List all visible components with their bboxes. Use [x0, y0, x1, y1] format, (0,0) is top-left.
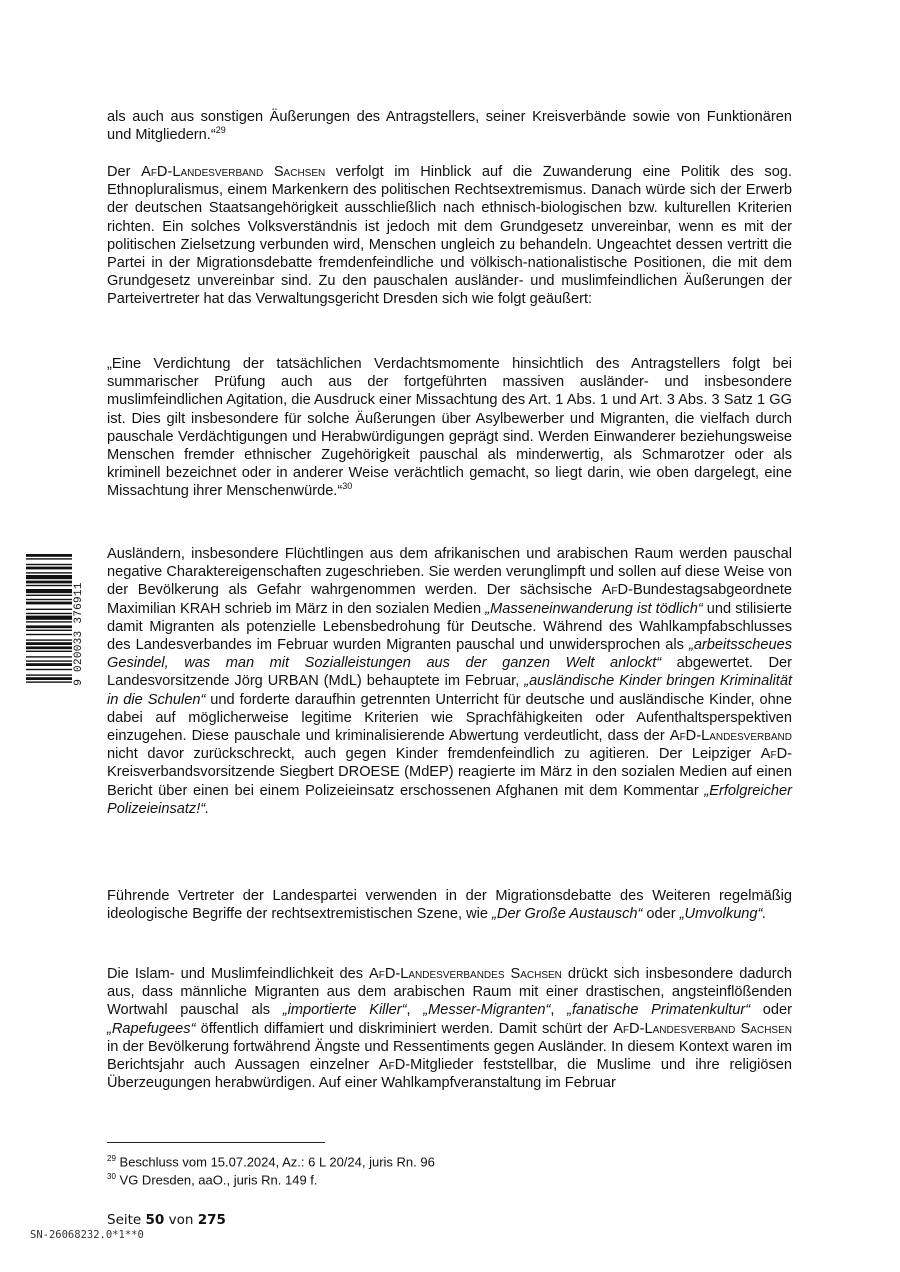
party-name: AfD-Landesverband Sachsen: [141, 164, 326, 180]
paragraph-1: als auch aus sonstigen Äußerungen des Antragstellers, seiner Kreisverbände sowie von Funktionären und Mitgliedern.“$^{29}$: [107, 109, 792, 144]
barcode-bar: [26, 674, 72, 675]
barcode-bar: [26, 613, 72, 614]
barcode-bar: [26, 572, 72, 573]
barcode-bar: [26, 663, 72, 666]
footnote-ref-29[interactable]: 29: [215, 125, 226, 136]
paragraph-3-quote: „Eine Verdichtung der tatsächlichen Verdachtsmomente hinsichtlich des Antragstellers folgt bei summarischer Prüfung auch aus der fortgeführten massiven ausländer- und insbesondere muslimfeindlichen Agitation, die Ausdruck einer Missachtung des Art. 1 Abs. 1 und Art. 3 Abs. 3 Satz 1 GG ist. Dies gilt insbesondere für solche Äußerungen über Asylbewerber und Migranten, die vielfach durch pauschale Verdächtigungen und Herabwürdigungen geprägt sind. Werden Einwanderer beziehungsweise Menschen fremder ethnischer Zugehörigkeit pauschal als minderwertig, als Schmarotzer oder als kriminell bezeichnet oder in anderer Weise verächtlich gemacht, so liegt darin, wie oben dargelegt, eine Missachtung ihrer Menschenwürde.“$^{30}$: [107, 356, 792, 500]
barcode-bar: [26, 609, 72, 610]
barcode-bar: [26, 646, 72, 649]
barcode-bar: [26, 595, 72, 596]
barcode-bar: [26, 575, 72, 579]
body-text: [107, 108, 792, 144]
barcode-bar: [26, 567, 72, 570]
footnote-29: $^{29}$ Beschluss vom 15.07.2024, Az.: 6 L 20/24, juris Rn. 96: [107, 1154, 435, 1170]
barcode-bar: [26, 681, 72, 682]
barcode-bar: [26, 656, 72, 657]
paragraph-4: Ausländern, insbesondere Flüchtlingen aus dem afrikanischen und arabischen Raum werden pauschal negative Charaktereigenschaften zugeschrieben. Sie werden verunglimpft und sollen auf diese Weise von der Bevölkerung als Gefahr wahrgenommen werden. Der sächsische AfD-Bundestagsabgeordnete Maximilian KRAH schrieb im März in den sozialen Medien „Masseneinwanderung ist tödlich“ und stilisierte damit Migranten als potenzielle Lebensbedrohung für Deutsche. Während des Wahlkampfabschlusses des Landesverbandes im Februar wurden Migranten pauschal und unwidersprochen als „arbeitsscheues Gesindel, was man mit Sozialleistungen aus der ganzen Welt anlockt“ abgewertet. Der Landesvorsitzende Jörg URBAN (MdL) behauptete im Februar, „ausländische Kinder bringen Kriminalität in die Schulen“ und forderte daraufhin getrennten Unterricht für deutsche und ausländische Kinder, ohne dabei auf möglicherweise legitime Kriterien wie Sprachfähigkeiten oder Aufenthaltsperspektiven einzugehen. Diese pauschale und kriminalisierende Abwertung verdeutlicht, dass der AfD-Landesverband nicht davor zurückschreckt, auch gegen Kinder fremdenfeindlich zu agitieren. Der Leipziger AfD-Kreisverbandsvorsitzende Siegbert DROESE (MdEP) reagierte im März in den sozialen Medien auf einen Bericht über einen bei einem Polizeieinsatz erschossenen Afghanen mit dem Kommentar „Erfolgreicher Polizeieinsatz!“.: [107, 546, 793, 817]
barcode-bar: [26, 677, 72, 680]
barcode-bar: [26, 599, 72, 600]
barcode: [26, 554, 72, 714]
barcode-bar: [26, 616, 72, 620]
barcode-bar: [26, 669, 72, 670]
barcode-bar: [26, 564, 72, 565]
barcode-bar: [26, 558, 72, 559]
barcode-bar: [26, 651, 72, 652]
barcode-bar: [26, 642, 72, 645]
barcode-bar: [26, 602, 72, 605]
footnote-divider: [107, 1142, 325, 1143]
barcode-bar: [26, 634, 72, 635]
barcode-bar: [26, 630, 72, 631]
paragraph-2: Der AfD-Landesverband Sachsen verfolgt im Hinblick auf die Zuwanderung eine Politik des sog. Ethnopluralismus, einem Markenkern des politischen Rechtsextremismus. Danach würde sich der Erwerb der deutschen Staatsangehörigkeit ausschließlich nach ethnisch-biologischen bzw. kulturellen Kriterien richten. Ein solches Volksverständnis ist jedoch mit dem Grundgesetz unvereinbar, wenn es mit der politischen Zielsetzung verbunden wird, Menschen ungleich zu behandeln. Ungeachtet dessen vertritt die Partei in der Migrationsdebatte fremdenfeindliche und völkisch-nationalistische Positionen, die mit dem Grundgesetz unvereinbar sind. Zu den pauschalen ausländer- und muslimfeindlichen Äußerungen der Parteivertreter hat das Verwaltungsgericht Dresden sich wie folgt geäußert:: [107, 164, 792, 308]
barcode-bar: [26, 585, 72, 586]
barcode-bar: [26, 621, 72, 622]
barcode-bar: [26, 589, 72, 593]
barcode-bar: [26, 639, 72, 640]
page-number: Seite 50 von 275: [107, 1212, 226, 1228]
barcode-number: 9 020033 376911: [73, 582, 85, 686]
paragraph-5: Führende Vertreter der Landespartei verwenden in der Migrationsdebatte des Weiteren regelmäßig ideologische Begriffe der rechtsextremistischen Szene, wie „Der Große Austausch“ oder „Umvolkung“.: [107, 888, 792, 923]
barcode-bar: [26, 660, 72, 661]
footnote-30: $^{30}$ VG Dresden, aaO., juris Rn. 149 f.: [107, 1172, 318, 1188]
document-code: SN-26068232.0*1**0: [30, 1229, 144, 1241]
footnote-ref-30[interactable]: 30: [342, 481, 353, 492]
barcode-bar: [26, 625, 72, 628]
barcode-bar: [26, 554, 72, 557]
paragraph-6: Die Islam- und Muslimfeindlichkeit des AfD-Landesverbandes Sachsen drückt sich insbesondere dadurch aus, dass männliche Migranten aus dem arabischen Raum mit einer drastischen, angsteinflößenden Wortwahl pauschal als „importierte Killer“, „Messer-Migranten“, „fanatische Primatenkultur“ oder „Rapefugees“ öffentlich diffamiert und diskriminiert werden. Damit schürt der AfD-Landesverband Sachsen in der Bevölkerung fortwährend Ängste und Ressentiments gegen Ausländer. In diesem Kontext waren im Berichtsjahr auch Aussagen einzelner AfD-Mitglieder feststellbar, die Muslime und ihre religiösen Überzeugungen herabwürdigen. Auf einer Wahlkampfveranstaltung im Februar: [107, 966, 793, 1092]
barcode-bar: [26, 581, 72, 584]
